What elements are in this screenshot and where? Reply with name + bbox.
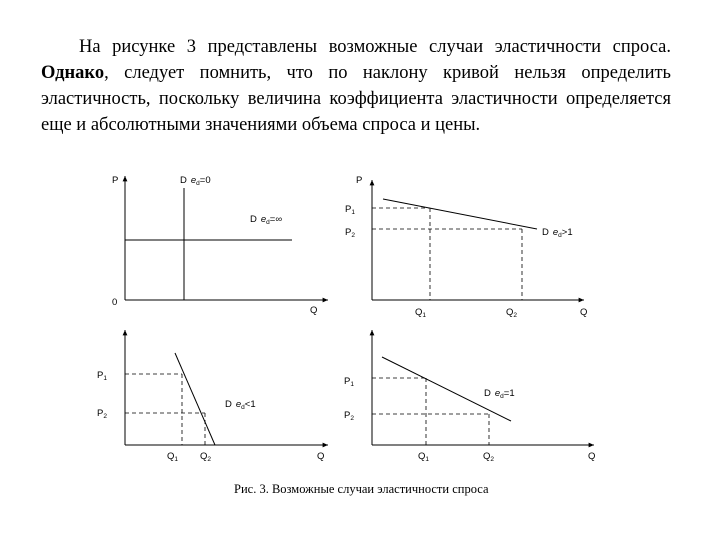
panel2-p-label: P bbox=[356, 175, 363, 186]
paragraph-sentence-2: , следует помнить, что по наклону кривой нельзя определить эластичность, поскольку величина коэффициента эластичности определяется еще и абсолютными значениями объема спроса и цены. bbox=[41, 63, 671, 135]
panel2-p2-label: P2 bbox=[345, 227, 355, 239]
panel2-p1-label: P1 bbox=[345, 204, 355, 216]
panel4-q1-label: Q1 bbox=[418, 451, 430, 463]
panel4-p1-label: P1 bbox=[344, 376, 354, 388]
panel2-demand-line bbox=[383, 199, 537, 229]
panel2-q-label: Q bbox=[580, 307, 588, 318]
figure-caption: Рис. 3. Возможные случаи эластичности спроса bbox=[234, 482, 489, 496]
paragraph-sentence-1: На рисунке 3 представлены возможные случаи эластичности спроса. bbox=[79, 37, 671, 57]
panel4-q-label: Q bbox=[588, 451, 596, 462]
panel-4 bbox=[344, 330, 595, 463]
panel1-origin-label: 0 bbox=[112, 297, 118, 308]
panel1-curve1-label: D ed=0 bbox=[180, 175, 211, 187]
panel3-q2-label: Q2 bbox=[200, 451, 212, 463]
panel3-p2-label: P2 bbox=[97, 408, 107, 420]
panel4-q2-label: Q2 bbox=[483, 451, 495, 463]
panel4-demand-line bbox=[382, 357, 511, 421]
panel1-q-label: Q bbox=[310, 305, 318, 316]
panel3-q-label: Q bbox=[317, 451, 325, 462]
panel1-curve2-label: D ed=∞ bbox=[250, 214, 283, 226]
panel3-q1-label: Q1 bbox=[167, 451, 179, 463]
panel4-curve-label: D ed=1 bbox=[484, 388, 515, 400]
panel1-p-label: P bbox=[112, 175, 119, 186]
paragraph-bold-word: Однако bbox=[41, 63, 105, 83]
panel2-q2-label: Q2 bbox=[506, 307, 518, 319]
panel3-p1-label: P1 bbox=[97, 370, 107, 382]
panel3-curve-label: D ed<1 bbox=[225, 399, 256, 411]
panel4-p2-label: P2 bbox=[344, 410, 354, 422]
panel-1 bbox=[112, 175, 328, 316]
panel2-q1-label: Q1 bbox=[415, 307, 427, 319]
panel-2 bbox=[345, 175, 587, 319]
panel2-curve-label: D ed>1 bbox=[542, 227, 573, 239]
panel3-demand-line bbox=[175, 353, 215, 445]
panel-3 bbox=[97, 330, 328, 463]
